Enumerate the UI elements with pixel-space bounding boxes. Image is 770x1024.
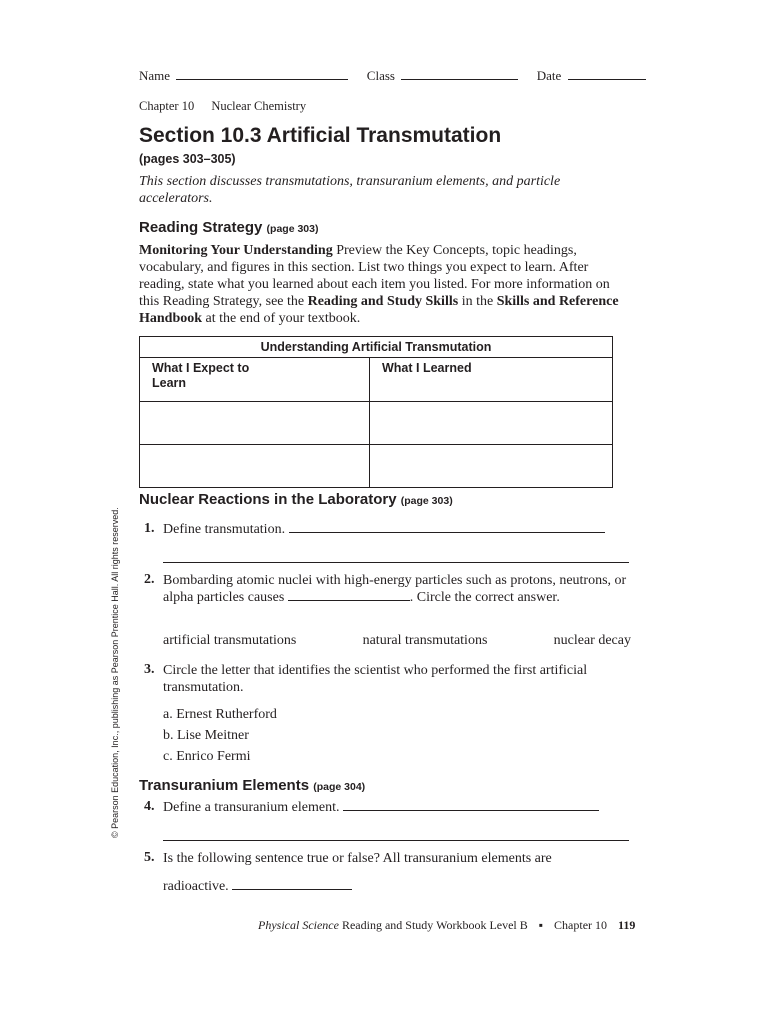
nuclear-reactions-heading <box>139 491 453 508</box>
transuranium-heading <box>139 777 365 794</box>
question-1-answer-line-1[interactable] <box>289 532 605 533</box>
question-5-line-2 <box>163 878 633 895</box>
strategy-text-3: at the end of your textbook. <box>202 311 361 326</box>
strategy-text-2: in the <box>458 294 497 309</box>
page-footer <box>258 918 635 933</box>
question-5-answer-line[interactable] <box>232 889 352 890</box>
column-header-expect <box>140 358 370 402</box>
date-field[interactable] <box>568 79 646 80</box>
question-1-prompt: Define transmutation. <box>163 522 286 537</box>
chapter-title: Nuclear Chemistry <box>211 99 307 113</box>
chapter-heading <box>139 99 306 114</box>
question-2-choices <box>163 633 631 649</box>
question-2-prompt-a: Bombarding atomic nuclei with high-energy particles such as protons, neutrons, or alpha particles causes <box>163 573 627 605</box>
date-label: Date <box>536 68 562 83</box>
copyright-notice: © Pearson Education, Inc., publishing as Pearson Prentice Hall. All rights reserved. <box>110 507 120 838</box>
choice-natural[interactable]: natural transmutations <box>362 633 488 648</box>
reading-strategy-title: Reading Strategy <box>139 219 263 236</box>
strategy-bold-1: Reading and Study Skills <box>307 294 459 309</box>
class-field[interactable] <box>401 79 518 80</box>
question-2-text <box>163 572 633 606</box>
footer-bullet: ▪ <box>538 918 544 932</box>
question-5-number: 5. <box>144 850 155 865</box>
footer-book-italic: Physical Science <box>258 918 339 932</box>
question-3-text: Circle the letter that identifies the scientist who performed the first artificial transmutation. <box>163 663 588 695</box>
strategy-lead: Monitoring Your Understanding <box>139 243 333 258</box>
question-2-prompt-b: . Circle the correct answer. <box>409 590 560 605</box>
transuranium-page-ref: (page 304) <box>313 781 366 793</box>
name-label: Name <box>139 68 171 83</box>
question-5-text: Is the following sentence true or false? All transuranium elements are <box>163 851 552 866</box>
nuclear-reactions-title: Nuclear Reactions in the Laboratory <box>139 491 397 508</box>
question-4-number: 4. <box>144 799 155 814</box>
name-field[interactable] <box>176 79 348 80</box>
footer-chapter: Chapter 10 <box>554 918 608 932</box>
choice-artificial[interactable]: artificial transmutations <box>163 633 297 648</box>
table-cell-learned-2[interactable] <box>370 445 613 488</box>
reading-strategy-page-ref: (page 303) <box>266 223 319 235</box>
choice-nuclear-decay[interactable]: nuclear decay <box>553 633 631 648</box>
student-info-row <box>139 68 646 84</box>
section-title: Section 10.3 Artificial Transmutation <box>139 124 502 147</box>
column-header-expect-label: What I Expect to Learn <box>152 361 250 390</box>
table-cell-expect-1[interactable] <box>140 402 370 445</box>
strategy-bold-2: Skills and Reference Handbook <box>139 294 619 326</box>
question-3-number: 3. <box>144 662 155 677</box>
column-header-learned: What I Learned <box>370 358 613 402</box>
transuranium-title: Transuranium Elements <box>139 777 310 794</box>
footer-book-title: Reading and Study Workbook Level B <box>338 918 528 932</box>
option-a[interactable]: a. Ernest Rutherford <box>163 707 277 722</box>
question-4-answer-line-2[interactable] <box>163 824 629 841</box>
section-pages: (pages 303–305) <box>139 152 236 166</box>
question-4-text <box>163 799 633 816</box>
question-4-prompt: Define a transuranium element. <box>163 800 340 815</box>
question-1-number: 1. <box>144 521 155 536</box>
page-number: 119 <box>618 918 636 932</box>
strategy-table-title: Understanding Artificial Transmutation <box>140 337 613 358</box>
class-label: Class <box>366 68 395 83</box>
option-b[interactable]: b. Lise Meitner <box>163 728 249 743</box>
question-1-answer-line-2[interactable] <box>163 546 629 563</box>
strategy-text-1: Preview the Key Concepts, topic headings, vocabulary, and figures in this section. List two things you expect to learn. After reading, state what you learned about each item you listed. For more information on this Reading Strategy, see the <box>139 243 610 309</box>
question-2-number: 2. <box>144 572 155 587</box>
table-cell-learned-1[interactable] <box>370 402 613 445</box>
option-c[interactable]: c. Enrico Fermi <box>163 749 251 764</box>
strategy-table <box>139 336 613 488</box>
nuclear-reactions-page-ref: (page 303) <box>400 495 453 507</box>
question-4-answer-line-1[interactable] <box>343 810 599 811</box>
question-5-prompt-b: radioactive. <box>163 879 229 894</box>
reading-strategy-heading <box>139 219 318 236</box>
reading-strategy-text <box>139 242 629 327</box>
table-cell-expect-2[interactable] <box>140 445 370 488</box>
chapter-number: Chapter 10 <box>139 99 195 113</box>
question-2-answer-line[interactable] <box>288 600 410 601</box>
question-1-text <box>163 521 633 538</box>
section-intro: This section discusses transmutations, transuranium elements, and particle accelerators. <box>139 174 561 206</box>
